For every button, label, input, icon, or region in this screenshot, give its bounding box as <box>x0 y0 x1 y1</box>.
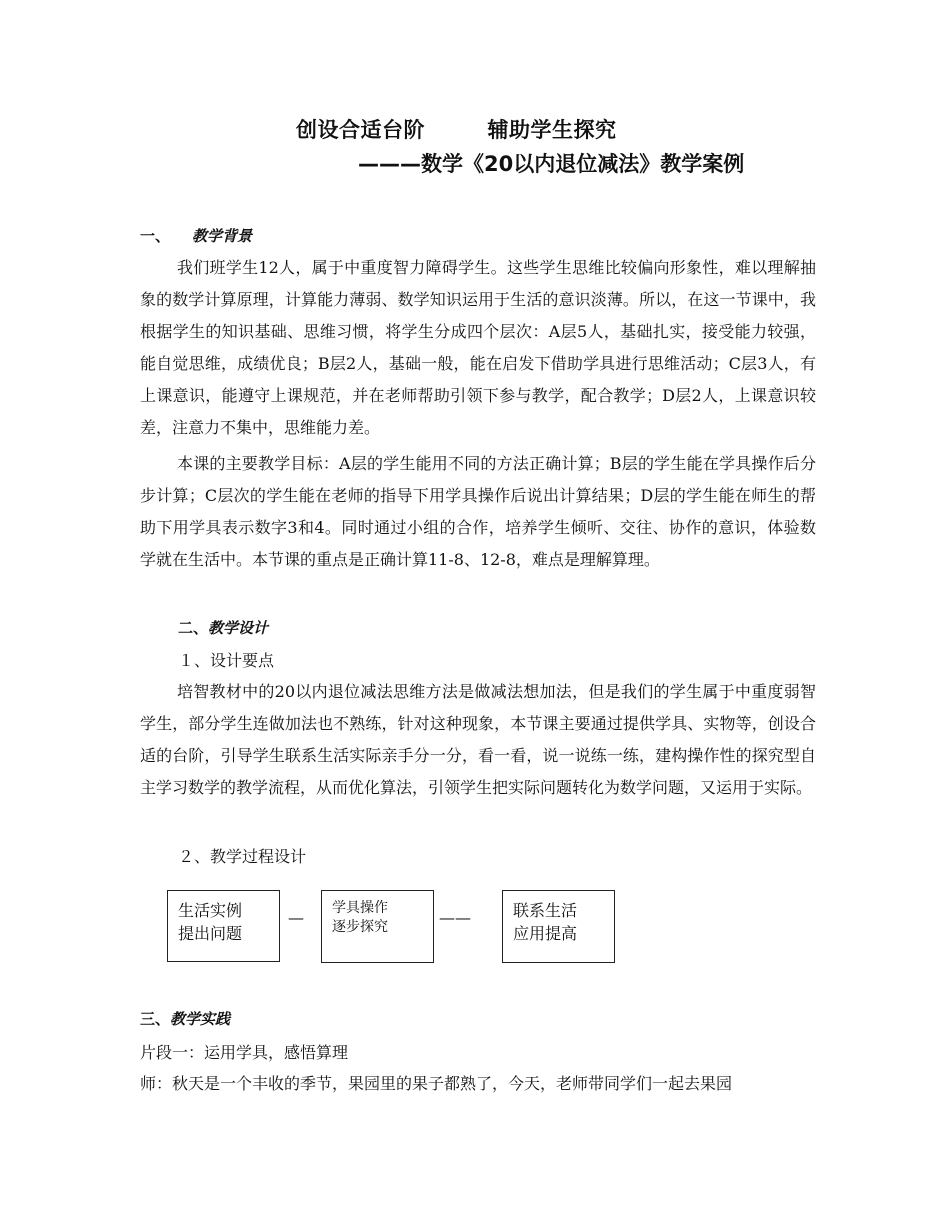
flow-box-2 <box>321 890 434 963</box>
flow-box-3-line2: 应用提高 <box>513 924 578 943</box>
section2-subheading1: １、设计要点 <box>178 651 275 670</box>
flow-box-1 <box>167 890 280 962</box>
section2-heading <box>178 617 268 638</box>
section2-paragraph: 培智教材中的20以内退位减法思维方法是做减法想加法，但是我们的学生属于中重度弱智学生，部分学生连做加法也不熟练，针对这种现象，本节课主要通过提供学具、实物等，创设合适的台阶，引导学生联系生活实际亲手分一分，看一看，说一说练一练，建构操作性的探究型自主学习数学的教学流程，从而优化算法，引领学生把实际问题转化为数学问题，又运用于实际。 <box>140 682 816 797</box>
section1-paragraph1: 我们班学生12人，属于中重度智力障碍学生。这些学生思维比较偏向形象性，难以理解抽象的数学计算原理，计算能力薄弱、数学知识运用于生活的意识淡薄。所以，在这一节课中，我根据学生的知识基础、思维习惯，将学生分成四个层次：A层5人，基础扎实，接受能力较强，能自觉思维，成绩优良；B层2人，基础一般，能在启发下借助学具进行思维活动；C层3人，有上课意识，能遵守上课规范，并在老师帮助引领下参与教学，配合教学；D层2人，上课意识较差，注意力不集中，思维能力差。 <box>140 258 816 437</box>
flow-box-1-line1: 生活实例 <box>178 901 243 920</box>
flow-box-2-line2: 逐步探究 <box>332 919 388 935</box>
section2-number: 二、 <box>178 619 209 637</box>
flow-connector-2: —— <box>439 908 471 927</box>
section2-subheading2: ２、教学过程设计 <box>178 847 307 866</box>
section3-fragment-title: 片段一：运用学具，感悟算理 <box>140 1043 349 1062</box>
flow-box-3 <box>502 890 615 963</box>
section3-title: 教学实践 <box>170 1010 231 1028</box>
section3-number: 三、 <box>140 1010 171 1028</box>
flow-box-2-line1: 学具操作 <box>332 900 388 916</box>
document-subtitle: ———数学《20以内退位减法》教学案例 <box>358 152 745 176</box>
section1-number: 一、 <box>140 227 171 245</box>
section3-dialogue-line: 师：秋天是一个丰收的季节，果园里的果子都熟了，今天，老师带同学们一起去果园 <box>140 1074 733 1093</box>
section1-title: 教学背景 <box>192 227 253 245</box>
section1-paragraph2: 本课的主要教学目标：A层的学生能用不同的方法正确计算；B层的学生能在学具操作后分步计算；C层次的学生能在老师的指导下用学具操作后说出计算结果；D层的学生能在师生的帮助下用学具表示数字3和4。同时通过小组的合作，培养学生倾听、交往、协作的意识，体验数学就在生活中。本节课的重点是正确计算11-8、12-8，难点是理解算理。 <box>140 454 816 569</box>
flow-connector-1: — <box>288 908 304 927</box>
section1-heading <box>140 225 252 246</box>
section2-title: 教学设计 <box>208 619 269 637</box>
document-title: 创设合适台阶 辅助学生探究 <box>296 118 617 142</box>
flow-box-1-line2: 提出问题 <box>178 924 243 943</box>
flow-box-3-line1: 联系生活 <box>513 901 578 920</box>
section3-heading <box>140 1008 230 1029</box>
